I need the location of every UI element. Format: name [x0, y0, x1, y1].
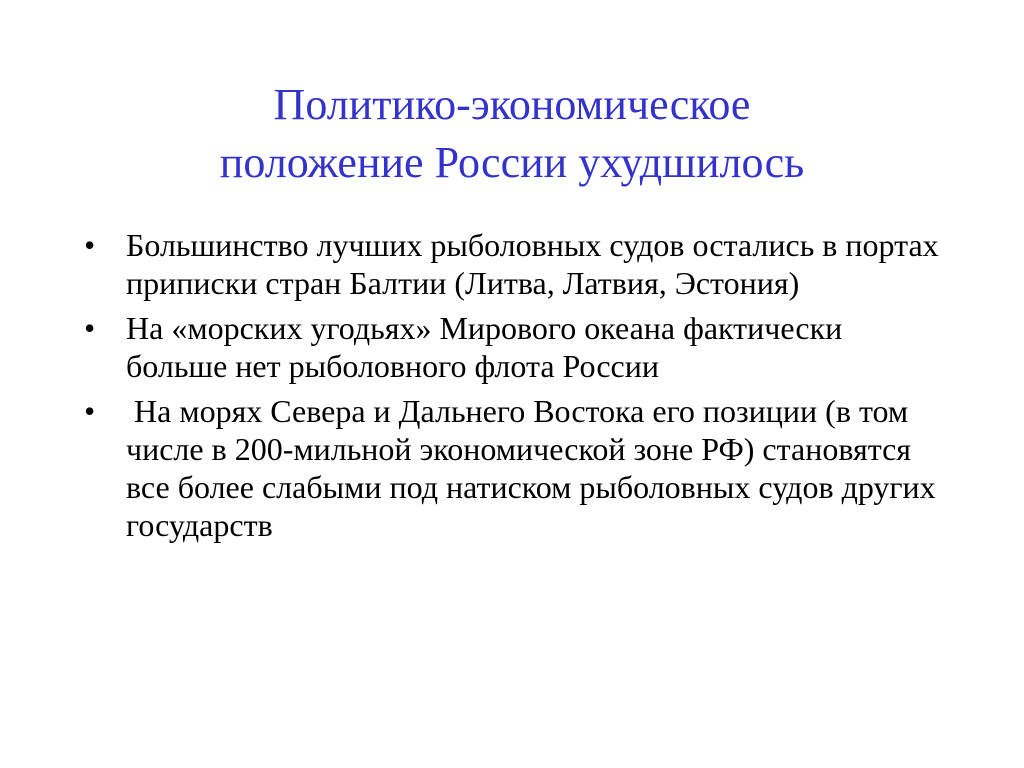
- bullet-text-3: На морях Севера и Дальнего Востока его позиции (в том числе в 200-мильной экономической зоне РФ) становятся все более слабыми под натиском рыболовных судов других государств: [126, 393, 944, 543]
- bullet-text-1: Большинство лучших рыболовных судов остались в портах приписки стран Балтии (Литва, Латвия, Эстония): [126, 227, 939, 301]
- bullet-item-1: [80, 226, 940, 302]
- title-line-1: Политико-экономическое: [273, 80, 751, 129]
- bullet-list: [80, 226, 944, 551]
- bullet-item-3: [80, 392, 944, 544]
- bullet-text-2: На «морских угодьях» Мирового океана фактически больше нет рыболовного флота России: [126, 310, 843, 384]
- bullet-icon: •: [84, 310, 96, 346]
- bullet-item-2: [80, 309, 940, 385]
- slide-title: [60, 76, 964, 192]
- bullet-icon: •: [84, 393, 96, 429]
- title-line-2: положение России ухудшилось: [219, 138, 805, 187]
- bullet-icon: •: [84, 227, 96, 263]
